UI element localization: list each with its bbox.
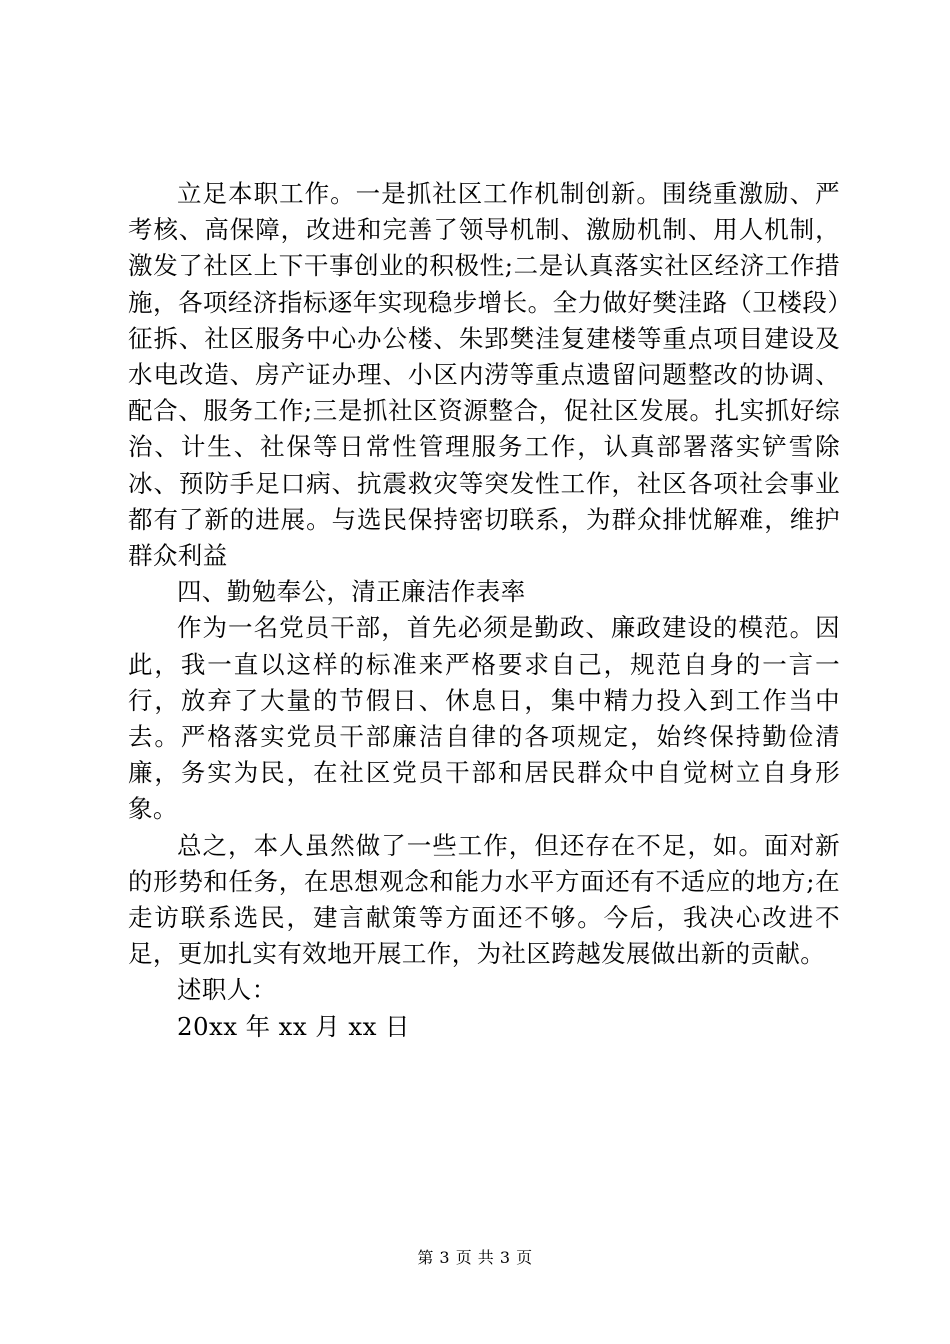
page-number-footer: 第 3 页 共 3 页	[417, 1248, 533, 1267]
document-body	[128, 176, 840, 1045]
signature-label: 述职人：	[177, 975, 277, 1005]
paragraph-work-summary: 立足本职工作。一是抓社区工作机制创新。围绕重激励、严考核、高保障，改进和完善了领导机制、激励机制、用人机制，激发了社区上下干事创业的积极性;二是认真落实社区经济工作措施，各项经济指标逐年实现稳步增长。全力做好樊洼路（卫楼段）征拆、社区服务中心办公楼、朱郢樊洼复建楼等重点项目建设及水电改造、房产证办理、小区内涝等重点遗留问题整改的协调、配合、服务工作;三是抓社区资源整合，促社区发展。扎实抓好综治、计生、社保等日常性管理服务工作，认真部署落实铲雪除冰、预防手足口病、抗震救灾等突发性工作，社区各项社会事业都有了新的进展。与选民保持密切联系，为群众排忧解难，维护群众利益	[128, 179, 840, 571]
paragraph-conclusion: 总之，本人虽然做了一些工作，但还存在不足，如。面对新的形势和任务，在思想观念和能力水平方面还有不适应的地方;在走访联系选民，建言献策等方面还不够。今后，我决心改进不足，更加扎实有效地开展工作，为社区跨越发展做出新的贡献。	[128, 830, 840, 969]
signature-date: 20xx 年 xx 月 xx 日	[177, 1011, 410, 1041]
section-heading-integrity: 四、勤勉奉公，清正廉洁作表率	[177, 577, 526, 607]
paragraph-integrity: 作为一名党员干部，首先必须是勤政、廉政建设的模范。因此，我一直以这样的标准来严格要求自己，规范自身的一言一行，放弃了大量的节假日、休息日，集中精力投入到工作当中去。严格落实党员干部廉洁自律的各项规定，始终保持勤俭清廉，务实为民，在社区党员干部和居民群众中自觉树立自身形象。	[128, 613, 840, 824]
